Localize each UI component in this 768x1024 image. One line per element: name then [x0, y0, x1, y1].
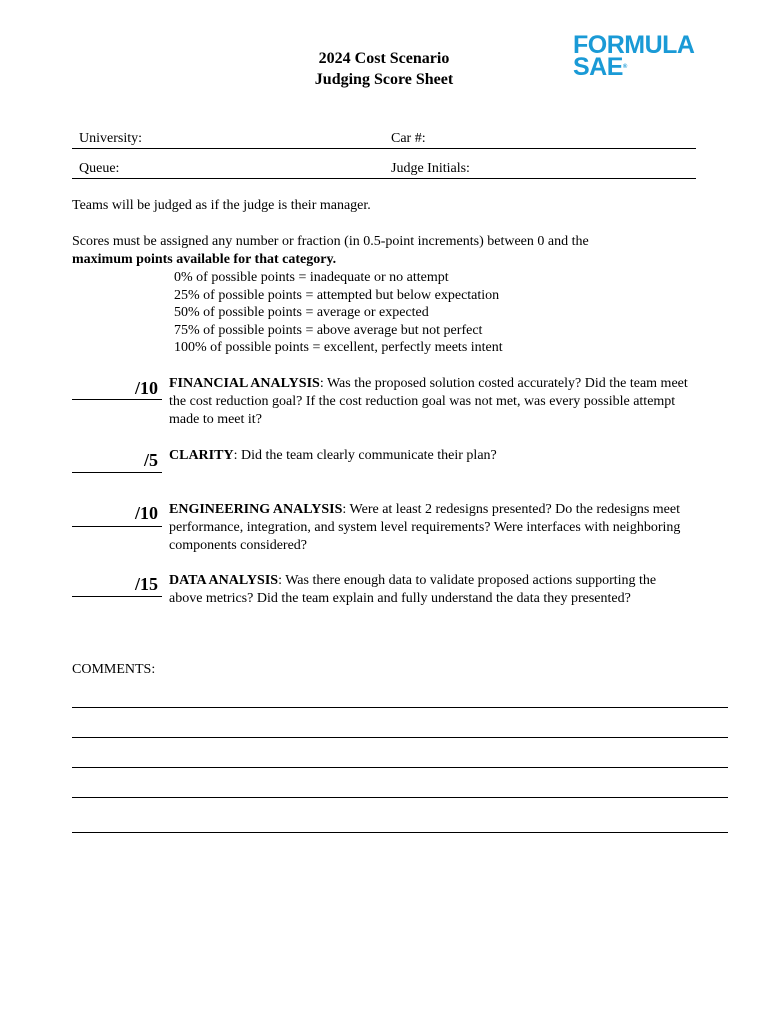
criterion-text: : Was there enough data to validate proposed actions supporting the above metrics? Did the team explain and fully understand the data they presented?	[169, 573, 657, 606]
comment-line[interactable]	[72, 767, 728, 768]
scale-item: 25% of possible points = attempted but below expectation	[174, 287, 500, 303]
data-score-max: /15	[134, 574, 158, 594]
financial-score-max: /10	[134, 378, 158, 398]
criterion-name: CLARITY	[169, 448, 234, 463]
clarity-criterion	[169, 447, 689, 465]
financial-score-line[interactable]	[72, 399, 162, 400]
page-title: 2024 Cost Scenario	[318, 50, 450, 67]
scale-item: 75% of possible points = above average but not perfect	[174, 322, 483, 338]
logo-line2: SAE	[573, 53, 623, 81]
engineering-analysis-criterion	[169, 501, 689, 555]
university-car-line[interactable]	[72, 148, 696, 149]
data-score-line[interactable]	[72, 596, 162, 597]
comment-line[interactable]	[72, 797, 728, 798]
scale-item: 100% of possible points = excellent, perfectly meets intent	[174, 340, 503, 355]
comment-line[interactable]	[72, 832, 728, 833]
scoring-instructions: Scores must be assigned any number or fraction (in 0.5-point increments) between 0 and the	[72, 234, 589, 249]
formula-sae-logo	[573, 31, 695, 81]
judge-initials-label: Judge Initials:	[391, 161, 470, 176]
queue-label: Queue:	[79, 161, 120, 176]
comment-line[interactable]	[72, 707, 728, 708]
logo-line1: FORMULA	[573, 31, 695, 59]
engineering-score-line[interactable]	[72, 526, 162, 527]
criterion-text: : Were at least 2 redesigns presented? Do the redesigns meet performance, integration, and system level requirements? Were interfaces with neighboring components considered?	[169, 502, 681, 553]
university-label: University:	[79, 131, 142, 146]
criterion-name: ENGINEERING ANALYSIS	[169, 502, 343, 517]
page-subtitle: Judging Score Sheet	[314, 71, 454, 88]
clarity-score-line[interactable]	[72, 472, 162, 473]
scoring-scale	[174, 269, 503, 357]
clarity-score-max: /5	[143, 450, 158, 470]
comment-line[interactable]	[72, 737, 728, 738]
scale-item: 0% of possible points = inadequate or no attempt	[174, 270, 449, 285]
criterion-text: : Did the team clearly communicate their plan?	[233, 448, 497, 463]
comments-label: COMMENTS:	[72, 662, 156, 677]
data-analysis-criterion	[169, 572, 689, 608]
criterion-text: : Was the proposed solution costed accurately? Did the team meet the cost reduction goal? If the cost reduction goal was not met, was every possible attempt made to meet it?	[169, 376, 688, 427]
financial-analysis-criterion	[169, 375, 689, 429]
engineering-score-max: /10	[134, 503, 158, 523]
manager-note: Teams will be judged as if the judge is their manager.	[72, 198, 371, 213]
car-number-label: Car #:	[391, 131, 426, 146]
queue-judge-line[interactable]	[72, 178, 696, 179]
scoring-instructions-bold: maximum points available for that category.	[72, 252, 337, 267]
scale-item: 50% of possible points = average or expected	[174, 305, 429, 320]
logo-mark: ®	[622, 64, 627, 70]
criterion-name: FINANCIAL ANALYSIS	[169, 376, 320, 391]
criterion-name: DATA ANALYSIS	[169, 573, 279, 588]
